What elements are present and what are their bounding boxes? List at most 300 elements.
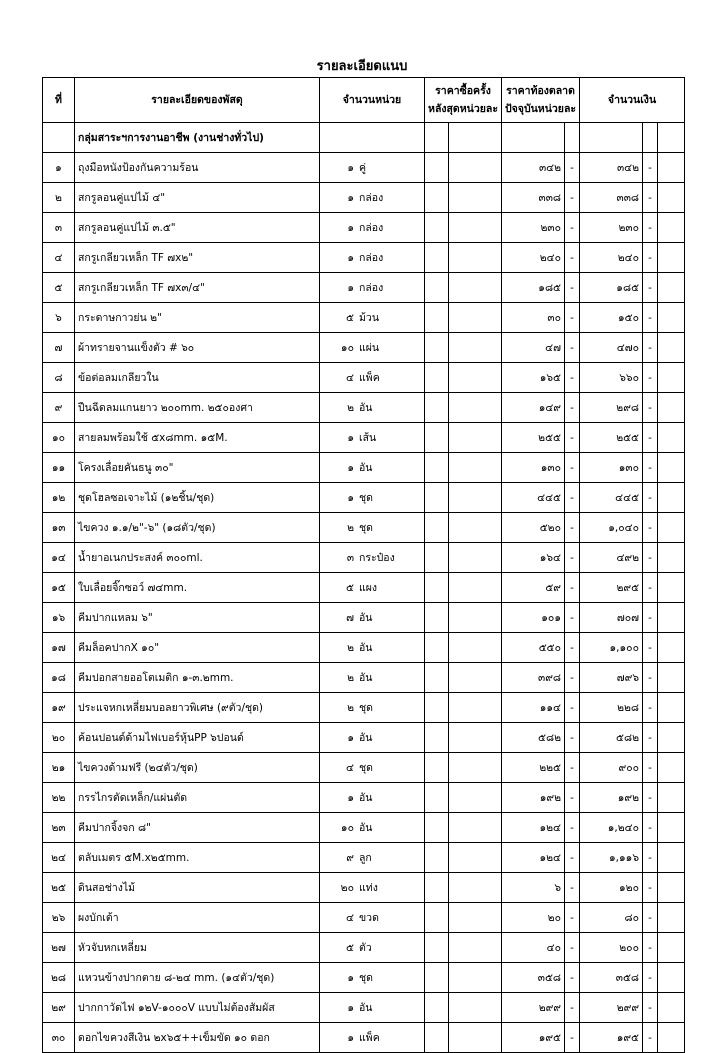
last-price-baht (425, 243, 449, 273)
item-unit: กล่อง (359, 251, 384, 264)
amount: ๑,๐๔๐ (580, 513, 643, 543)
item-no: ๓๐ (43, 1023, 75, 1053)
header-last-price (425, 78, 502, 123)
item-quantity-unit (320, 333, 425, 363)
market-price: ๒๒๕ (502, 753, 565, 783)
item-unit: ชุด (359, 971, 373, 984)
group-empty-cell (425, 123, 449, 153)
last-price-satang (449, 753, 502, 783)
item-unit: เส้น (359, 431, 377, 444)
item-quantity-unit (320, 693, 425, 723)
market-price-satang: - (565, 423, 580, 453)
extra-cell (658, 573, 685, 603)
amount-satang: - (643, 783, 658, 813)
item-quantity: ๔ (346, 371, 354, 384)
amount-satang: - (643, 873, 658, 903)
item-quantity: ๔ (346, 761, 354, 774)
amount: ๑,๒๔๐ (580, 813, 643, 843)
last-price-baht (425, 153, 449, 183)
item-quantity-unit (320, 663, 425, 693)
table-row (43, 723, 685, 753)
last-price-satang (449, 483, 502, 513)
item-quantity-unit (320, 723, 425, 753)
item-no: ๒ (43, 183, 75, 213)
market-price: ๒๐ (502, 903, 565, 933)
last-price-satang (449, 153, 502, 183)
table-row (43, 1023, 685, 1053)
table-row (43, 333, 685, 363)
item-quantity-unit (320, 453, 425, 483)
market-price-satang: - (565, 573, 580, 603)
item-quantity-unit (320, 303, 425, 333)
table-row (43, 693, 685, 723)
amount: ๑๘๕ (580, 273, 643, 303)
item-no: ๒๔ (43, 843, 75, 873)
amount: ๕๘๒ (580, 723, 643, 753)
item-unit: แพ็ค (359, 1031, 380, 1044)
item-unit: คู่ (359, 161, 367, 174)
last-price-satang (449, 303, 502, 333)
item-no: ๙ (43, 393, 75, 423)
header-market-price-line2: ปัจจุบันหน่วยละ (504, 103, 577, 115)
item-quantity: ๕ (346, 941, 354, 954)
item-description: ไขควงด้ามฟรี (๒๔ตัว/ชุด) (75, 753, 320, 783)
amount: ๒๒๘ (580, 693, 643, 723)
item-quantity-unit (320, 543, 425, 573)
item-description: ไขควง ๑.๑/๒"-๖" (๑๘ตัว/ชุด) (75, 513, 320, 543)
item-unit: อัน (359, 611, 373, 624)
amount: ๓๓๘ (580, 183, 643, 213)
amount: ๑,๑๑๖ (580, 843, 643, 873)
last-price-baht (425, 693, 449, 723)
item-quantity: ๑ (347, 491, 354, 504)
amount: ๑๙๒ (580, 783, 643, 813)
item-quantity-unit (320, 363, 425, 393)
item-quantity: ๑ (347, 1031, 354, 1044)
item-description: ปืนฉีดลมแกนยาว ๒๐๐mm. ๒๕๐องศา (75, 393, 320, 423)
last-price-baht (425, 813, 449, 843)
item-quantity: ๙ (346, 851, 354, 864)
item-description: แหวนข้างปากตาย ๘-๒๔ mm. (๑๔ตัว/ชุด) (75, 963, 320, 993)
market-price: ๑๐๑ (502, 603, 565, 633)
item-description: คีมปอกสายออโตเมติก ๑-๓.๒mm. (75, 663, 320, 693)
table-row (43, 993, 685, 1023)
last-price-baht (425, 513, 449, 543)
item-unit: อัน (359, 461, 373, 474)
item-quantity-unit (320, 993, 425, 1023)
item-quantity: ๑ (347, 1001, 354, 1014)
extra-cell (658, 273, 685, 303)
item-unit: แพ็ค (359, 371, 380, 384)
extra-cell (658, 423, 685, 453)
extra-cell (658, 993, 685, 1023)
table-row (43, 213, 685, 243)
group-empty-cell (502, 123, 565, 153)
market-price: ๓๕๘ (502, 963, 565, 993)
table-row (43, 633, 685, 663)
amount-satang: - (643, 723, 658, 753)
item-quantity: ๒ (347, 401, 354, 414)
items-table (42, 77, 685, 1053)
item-no: ๒๖ (43, 903, 75, 933)
last-price-baht (425, 663, 449, 693)
amount: ๑๓๐ (580, 453, 643, 483)
item-unit: ตัว (359, 941, 372, 954)
last-price-satang (449, 933, 502, 963)
item-description: สกรูลอนคู่แปไม้ ๓.๕" (75, 213, 320, 243)
item-quantity-unit (320, 213, 425, 243)
item-unit: อัน (359, 791, 373, 804)
amount-satang: - (643, 933, 658, 963)
table-row (43, 663, 685, 693)
table-row (43, 543, 685, 573)
document-title: รายละเอียดแนบ (316, 59, 408, 74)
header-market-price-line1: ราคาท้องตลาด (506, 85, 575, 97)
amount-satang: - (643, 423, 658, 453)
market-price-satang: - (565, 393, 580, 423)
table-row (43, 393, 685, 423)
extra-cell (658, 873, 685, 903)
amount-satang: - (643, 663, 658, 693)
last-price-satang (449, 723, 502, 753)
item-no: ๑๒ (43, 483, 75, 513)
extra-cell (658, 783, 685, 813)
market-price: ๕๕๐ (502, 633, 565, 663)
item-quantity: ๑ (347, 251, 354, 264)
item-description: สกรูเกลียวเหล็ก TF ๗x๒" (75, 243, 320, 273)
last-price-satang (449, 813, 502, 843)
extra-cell (658, 843, 685, 873)
amount-satang: - (643, 843, 658, 873)
market-price-satang: - (565, 303, 580, 333)
item-quantity-unit (320, 153, 425, 183)
item-quantity: ๑ (347, 431, 354, 444)
header-quantity-unit: จำนวนหน่วย (320, 78, 425, 123)
market-price: ๑๙๕ (502, 1023, 565, 1053)
item-no: ๕ (43, 273, 75, 303)
item-unit: ม้วน (359, 311, 379, 324)
last-price-baht (425, 633, 449, 663)
last-price-baht (425, 933, 449, 963)
extra-cell (658, 213, 685, 243)
header-last-price-line2: หลังสุดหน่วยละ (428, 103, 498, 115)
amount-satang: - (643, 513, 658, 543)
last-price-satang (449, 243, 502, 273)
last-price-satang (449, 513, 502, 543)
item-description: คีมปากแหลม ๖" (75, 603, 320, 633)
item-no: ๑๕ (43, 573, 75, 603)
table-row (43, 843, 685, 873)
extra-cell (658, 363, 685, 393)
group-empty-cell (580, 123, 643, 153)
extra-cell (658, 243, 685, 273)
market-price: ๔๔๕ (502, 483, 565, 513)
item-quantity-unit (320, 753, 425, 783)
last-price-baht (425, 1023, 449, 1053)
item-quantity: ๑ (347, 791, 354, 804)
table-row (43, 183, 685, 213)
amount: ๗๐๗ (580, 603, 643, 633)
table-row (43, 603, 685, 633)
amount-satang: - (643, 153, 658, 183)
item-description: ตลับเมตร ๕M.x๒๕mm. (75, 843, 320, 873)
market-price: ๓๙๘ (502, 663, 565, 693)
group-empty-cell (643, 123, 658, 153)
item-description: น้ำยาอเนกประสงค์ ๓๐๐ml. (75, 543, 320, 573)
item-no: ๒๗ (43, 933, 75, 963)
market-price: ๑๓๐ (502, 453, 565, 483)
market-price-satang: - (565, 933, 580, 963)
item-no: ๑๙ (43, 693, 75, 723)
market-price: ๑๒๔ (502, 843, 565, 873)
table-row (43, 483, 685, 513)
amount: ๑,๑๐๐ (580, 633, 643, 663)
table-row (43, 273, 685, 303)
amount-satang: - (643, 273, 658, 303)
last-price-satang (449, 873, 502, 903)
amount: ๒๕๕ (580, 423, 643, 453)
extra-cell (658, 693, 685, 723)
item-description: ดอกไขควงสีเงิน ๒x๖๕++เข็มขัด ๑๐ ดอก (75, 1023, 320, 1053)
last-price-baht (425, 303, 449, 333)
item-unit: แผ่น (359, 341, 380, 354)
market-price: ๔๐ (502, 933, 565, 963)
item-quantity-unit (320, 423, 425, 453)
last-price-satang (449, 843, 502, 873)
market-price-satang: - (565, 483, 580, 513)
extra-cell (658, 723, 685, 753)
last-price-satang (449, 693, 502, 723)
market-price-satang: - (565, 813, 580, 843)
item-no: ๘ (43, 363, 75, 393)
last-price-baht (425, 843, 449, 873)
amount: ๒๙๙ (580, 993, 643, 1023)
item-description: ชุดโฮลซอเจาะไม้ (๑๒ชิ้น/ชุด) (75, 483, 320, 513)
market-price-satang: - (565, 783, 580, 813)
table-row (43, 903, 685, 933)
item-unit: ชุด (359, 761, 373, 774)
item-quantity: ๒ (347, 701, 354, 714)
market-price: ๔๗ (502, 333, 565, 363)
last-price-satang (449, 603, 502, 633)
market-price-satang: - (565, 633, 580, 663)
market-price: ๑๔๙ (502, 393, 565, 423)
market-price-satang: - (565, 1023, 580, 1053)
last-price-baht (425, 363, 449, 393)
market-price-satang: - (565, 963, 580, 993)
market-price-satang: - (565, 903, 580, 933)
market-price: ๕๘๒ (502, 723, 565, 753)
extra-cell (658, 303, 685, 333)
item-quantity-unit (320, 873, 425, 903)
last-price-baht (425, 483, 449, 513)
amount-satang: - (643, 393, 658, 423)
amount-satang: - (643, 183, 658, 213)
item-description: คีมปากจิ้งจก ๘" (75, 813, 320, 843)
item-description: โครงเลื่อยคันธนู ๓๐" (75, 453, 320, 483)
amount-satang: - (643, 693, 658, 723)
extra-cell (658, 903, 685, 933)
table-row (43, 153, 685, 183)
item-quantity-unit (320, 813, 425, 843)
item-quantity-unit (320, 783, 425, 813)
extra-cell (658, 633, 685, 663)
last-price-baht (425, 183, 449, 213)
amount: ๓๔๒ (580, 153, 643, 183)
amount-satang: - (643, 903, 658, 933)
item-description: หัวจับหกเหลี่ยม (75, 933, 320, 963)
item-unit: ชุด (359, 701, 373, 714)
item-quantity: ๔ (346, 911, 354, 924)
item-unit: ลูก (359, 851, 372, 864)
last-price-baht (425, 213, 449, 243)
item-quantity-unit (320, 393, 425, 423)
item-quantity: ๑๐ (340, 341, 354, 354)
last-price-baht (425, 543, 449, 573)
last-price-baht (425, 393, 449, 423)
extra-cell (658, 183, 685, 213)
market-price-satang: - (565, 993, 580, 1023)
item-no: ๖ (43, 303, 75, 333)
last-price-satang (449, 903, 502, 933)
market-price: ๑๙๒ (502, 783, 565, 813)
amount: ๗๙๖ (580, 663, 643, 693)
item-unit: ขวด (359, 911, 379, 924)
item-quantity-unit (320, 933, 425, 963)
amount: ๒๔๐ (580, 243, 643, 273)
header-last-price-line1: ราคาซื้อครั้ง (435, 85, 491, 97)
last-price-baht (425, 423, 449, 453)
item-description: ถุงมือหนังป้องกันความร้อน (75, 153, 320, 183)
item-quantity-unit (320, 183, 425, 213)
market-price-satang: - (565, 333, 580, 363)
item-no: ๗ (43, 333, 75, 363)
item-description: สกรูเกลียวเหล็ก TF ๗x๓/๔" (75, 273, 320, 303)
item-quantity: ๑ (347, 161, 354, 174)
table-row (43, 753, 685, 783)
amount: ๒๓๐ (580, 213, 643, 243)
item-unit: อัน (359, 821, 373, 834)
table-row (43, 963, 685, 993)
table-row (43, 933, 685, 963)
market-price: ๒๕๕ (502, 423, 565, 453)
item-quantity-unit (320, 1023, 425, 1053)
amount: ๔๔๕ (580, 483, 643, 513)
group-empty-cell (320, 123, 425, 153)
table-row (43, 873, 685, 903)
last-price-baht (425, 783, 449, 813)
market-price-satang: - (565, 513, 580, 543)
extra-cell (658, 513, 685, 543)
market-price: ๑๘๕ (502, 273, 565, 303)
table-row (43, 573, 685, 603)
amount-satang: - (643, 543, 658, 573)
market-price: ๕๙ (502, 573, 565, 603)
market-price: ๓๔๒ (502, 153, 565, 183)
item-no: ๒๐ (43, 723, 75, 753)
item-quantity: ๑ (347, 461, 354, 474)
item-quantity-unit (320, 483, 425, 513)
last-price-satang (449, 963, 502, 993)
item-no: ๒๓ (43, 813, 75, 843)
market-price-satang: - (565, 843, 580, 873)
item-quantity: ๑๐ (340, 821, 354, 834)
item-no: ๒๙ (43, 993, 75, 1023)
item-description: สกรูลอนคู่แปไม้ ๔" (75, 183, 320, 213)
group-row (43, 123, 685, 153)
market-price-satang: - (565, 723, 580, 753)
amount: ๑๙๕ (580, 1023, 643, 1053)
last-price-satang (449, 993, 502, 1023)
amount-satang: - (643, 603, 658, 633)
market-price-satang: - (565, 543, 580, 573)
amount-satang: - (643, 573, 658, 603)
item-description: ดินสอช่างไม้ (75, 873, 320, 903)
item-quantity: ๑ (347, 191, 354, 204)
last-price-baht (425, 873, 449, 903)
amount-satang: - (643, 453, 658, 483)
item-description: ใบเลื่อยจิ๊กซอว์ ๗๔mm. (75, 573, 320, 603)
market-price: ๖ (502, 873, 565, 903)
extra-cell (658, 933, 685, 963)
table-header-row (43, 78, 685, 123)
item-no: ๓ (43, 213, 75, 243)
item-description: ผ้าทรายจานแข็งตัว # ๖๐ (75, 333, 320, 363)
market-price: ๒๔๐ (502, 243, 565, 273)
extra-cell (658, 963, 685, 993)
group-empty-cell (449, 123, 502, 153)
market-price-satang: - (565, 213, 580, 243)
table-row (43, 363, 685, 393)
header-amount: จำนวนเงิน (580, 78, 685, 123)
market-price: ๓๐ (502, 303, 565, 333)
item-no: ๒๒ (43, 783, 75, 813)
group-no-cell (43, 123, 75, 153)
market-price-satang: - (565, 603, 580, 633)
amount: ๔๗๐ (580, 333, 643, 363)
item-quantity: ๒๐ (340, 881, 354, 894)
last-price-baht (425, 753, 449, 783)
item-no: ๑๔ (43, 543, 75, 573)
amount: ๒๐๐ (580, 933, 643, 963)
amount-satang: - (643, 303, 658, 333)
amount: ๒๙๕ (580, 573, 643, 603)
item-no: ๒๑ (43, 753, 75, 783)
last-price-satang (449, 1023, 502, 1053)
market-price-satang: - (565, 363, 580, 393)
amount-satang: - (643, 243, 658, 273)
item-unit: อัน (359, 671, 373, 684)
last-price-baht (425, 993, 449, 1023)
item-quantity-unit (320, 603, 425, 633)
item-description: กรรไกรตัดเหล็ก/แผ่นตัด (75, 783, 320, 813)
table-row (43, 513, 685, 543)
market-price: ๑๑๔ (502, 693, 565, 723)
header-no: ที่ (43, 78, 75, 123)
item-no: ๑๐ (43, 423, 75, 453)
last-price-satang (449, 423, 502, 453)
extra-cell (658, 603, 685, 633)
item-quantity: ๗ (346, 611, 354, 624)
extra-cell (658, 453, 685, 483)
last-price-baht (425, 453, 449, 483)
last-price-baht (425, 333, 449, 363)
amount-satang: - (643, 753, 658, 783)
item-unit: แท่ง (359, 881, 378, 894)
item-no: ๑๗ (43, 633, 75, 663)
table-row (43, 813, 685, 843)
group-empty-cell (658, 123, 685, 153)
